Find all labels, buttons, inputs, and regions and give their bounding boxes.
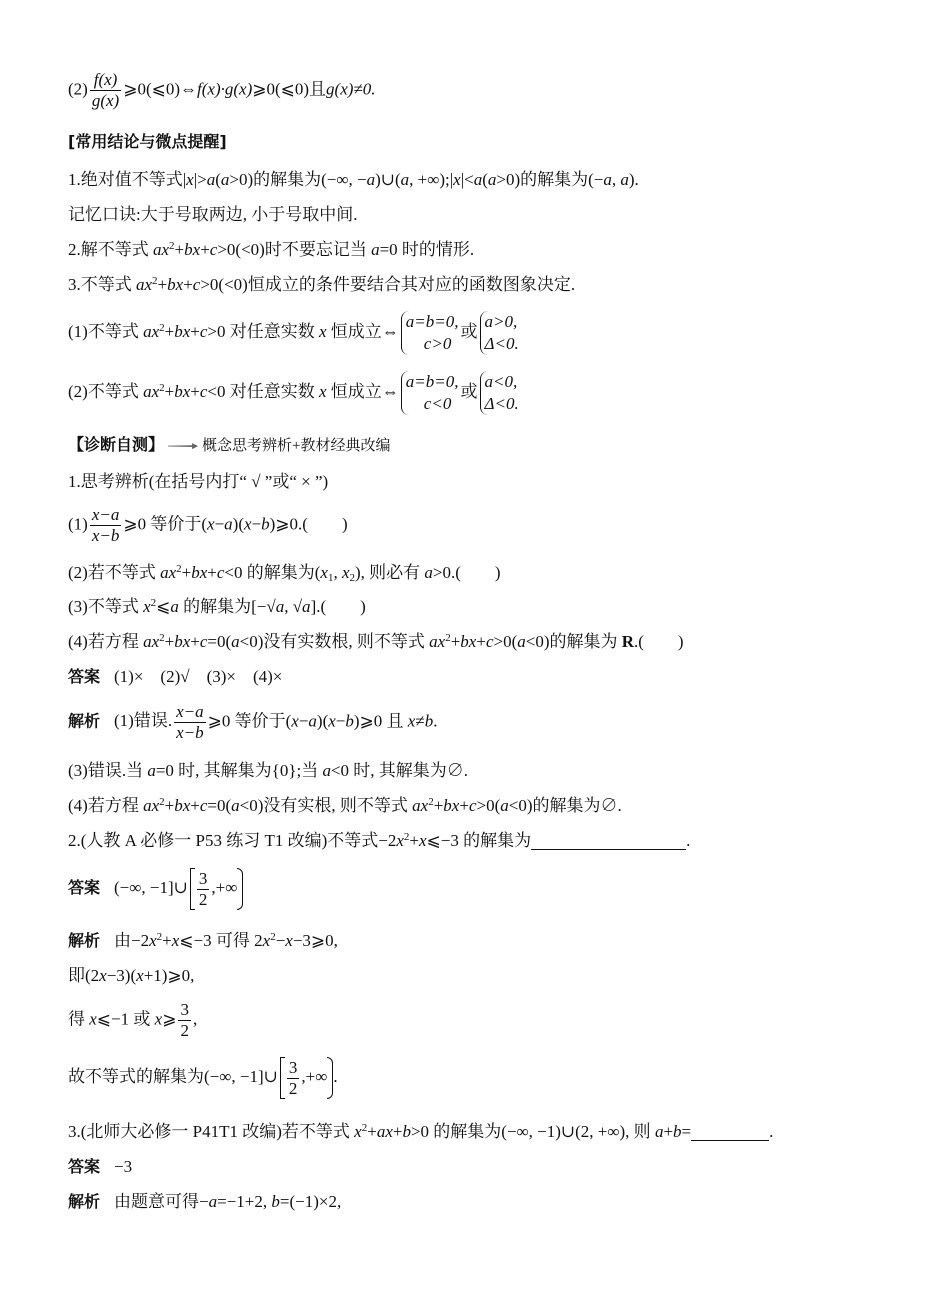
right-paren [237, 868, 243, 910]
answer-blank [531, 832, 686, 850]
equation-system: a<0, Δ<0. [480, 371, 519, 415]
explanation-2-step-2: 即(2x−3)(x+1)⩾0, [68, 966, 195, 985]
answer-2: 答案 (−∞, −1]∪ $\frac{3}{2}$ ,+∞ [68, 868, 243, 910]
fraction: $\frac{f(x)}{g(x)}$ [91, 70, 120, 110]
fraction-inequality-rule: (2) $\frac{f(x)}{g(x)}$ ⩾0(⩽0)⇔f(x)·g(x)⩾0(⩽0)且g(x)≠0. [68, 70, 376, 110]
question-1: 1.思考辨析(在括号内打“ √ ”或“ × ”) [68, 472, 329, 491]
question-1-item-1: (1) $\frac{x-a}{x-b}$ ⩾0 等价于(x−a)(x−b)⩾0.( ) [68, 505, 348, 545]
section-heading-common-conclusions: [常用结论与微点提醒] [68, 132, 227, 151]
conclusion-3: 3.不等式 $ax^2+bx+c>0(<0)$恒成立的条件要结合其对应的函数图象决定. [68, 275, 576, 294]
conclusion-3-case-2: (2)不等式 $ax^2+bx+c<0$ 对任意实数 x 恒成立⇔ a=b=0, c<0 或 a<0, Δ<0. [68, 372, 519, 413]
section-heading-diagnostic: 【诊断自测】 概念思考辨析+教材经典改编 [68, 435, 391, 454]
conclusion-2: 2.解不等式 $ax^2+bx+c>0(<0)$时不要忘记当 a=0 时的情形. [68, 240, 475, 259]
answer-blank [691, 1123, 769, 1141]
left-bracket [190, 868, 195, 910]
answer-3: 答案 −3 [68, 1157, 133, 1176]
explanation-2: 解析 由$-2x^2+x⩽-3$ 可得 $2x^2-x-3⩾0$, [68, 931, 338, 950]
question-1-item-4: (4)若方程 $ax^2+bx+c=0(a<0)$没有实数根, 则不等式 $ax^2+bx+c>0(a<0)$的解集为 R.( ) [68, 632, 684, 651]
explanation-1-item-3: (3)错误.当 a=0 时, 其解集为{0};当 a<0 时, 其解集为∅. [68, 761, 469, 780]
arrow-icon [168, 443, 198, 449]
fraction: $\frac{3}{2}$ [288, 1057, 298, 1098]
explanation-2-result: 故不等式的解集为(−∞, −1]∪ $\frac{3}{2}$ ,+∞ . [68, 1057, 338, 1098]
answer-1: 答案 (1)× (2)√ (3)× (4)× [68, 667, 283, 686]
conclusion-3-case-1: (1)不等式 $ax^2+bx+c>0$ 对任意实数 x 恒成立⇔ a=b=0, c>0 或 a>0, Δ<0. [68, 312, 519, 353]
question-3: 3.(北师大必修一 P41T1 改编)若不等式 $x^2+ax+b>0$ 的解集为(−∞, −1)∪(2, +∞), 则 a+b= . [68, 1122, 774, 1141]
left-bracket [280, 1057, 285, 1099]
explanation-3: 解析 由题意可得−a=−1+2, b=(−1)×2, [68, 1192, 342, 1211]
question-1-item-2: (2)若不等式 $ax^2+bx+c<0$ 的解集为($x_1$, $x_2$), 则必有 a>0.( ) [68, 563, 501, 584]
equation-system: a>0, Δ<0. [480, 311, 519, 355]
memo-line: 记忆口诀:大于号取两边, 小于号取中间. [68, 205, 358, 224]
fraction: $\frac{x-a}{x-b}$ [91, 505, 120, 545]
equation-system: a=b=0, c<0 [401, 371, 459, 415]
fraction: $\frac{x-a}{x-b}$ [176, 702, 204, 742]
explanation-1: 解析 (1)错误. $\frac{x-a}{x-b}$ ⩾0 等价于(x−a)(x−b)⩾0 且 x≠b. [68, 702, 438, 742]
question-1-item-3: (3)不等式 $x^2⩽a$ 的解集为[−√a, √a].( ) [68, 597, 366, 616]
conclusion-1: 1.绝对值不等式|x|>a(a>0)的解集为(−∞, −a)∪(a, +∞);|x|<a(a>0)的解集为(−a, a). [68, 170, 639, 189]
explanation-1-item-4: (4)若方程 $ax^2+bx+c=0(a<0)$没有实根, 则不等式 $ax^2+bx+c>0(a<0)$的解集为∅. [68, 796, 622, 815]
explanation-2-step-3: 得 x⩽−1 或 x⩾ $\frac{3}{2}$ , [68, 1000, 198, 1040]
question-2: 2.(人教 A 必修一 P53 练习 T1 改编)不等式$-2x^2+x⩽-3$ 的解集为 . [68, 831, 691, 850]
fraction: $\frac{3}{2}$ [180, 1000, 189, 1040]
fraction: $\frac{3}{2}$ [198, 868, 208, 909]
equation-system: a=b=0, c>0 [401, 311, 459, 355]
